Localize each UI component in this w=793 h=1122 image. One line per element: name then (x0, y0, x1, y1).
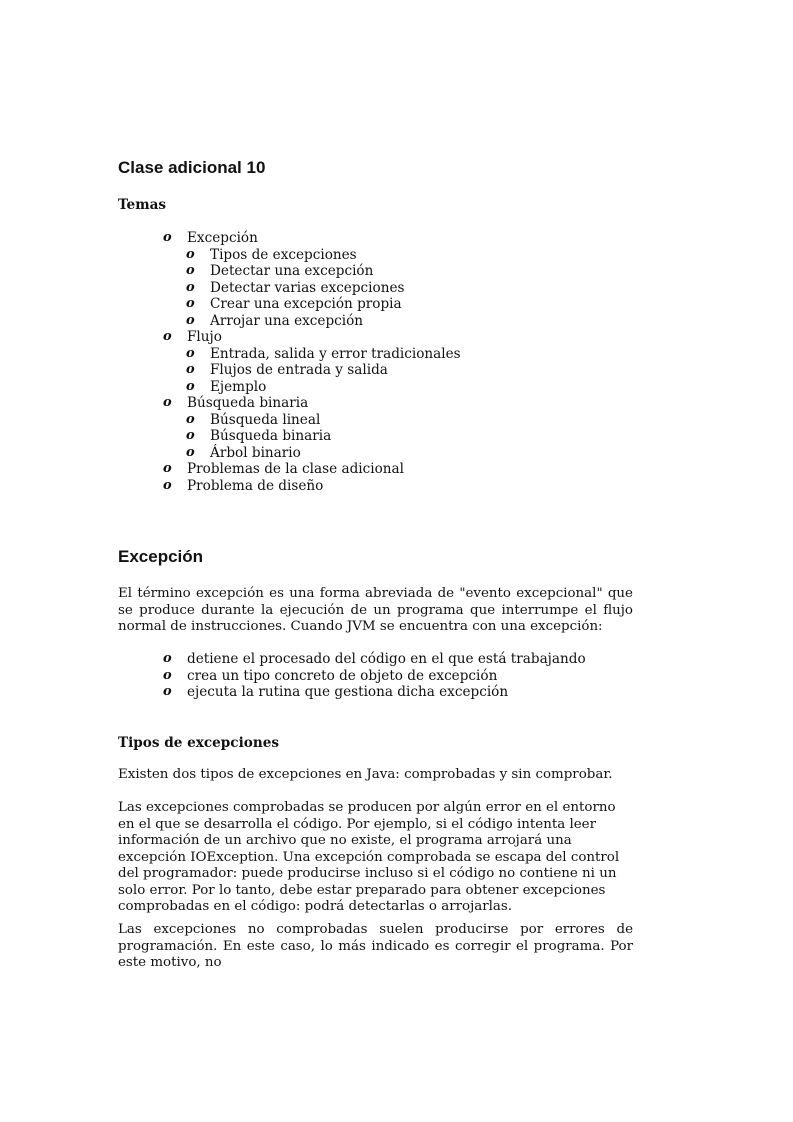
list-item: o Ejemplo (186, 378, 267, 395)
list-item: o Flujos de entrada y salida (186, 362, 388, 378)
list-item: o crea un tipo concreto de objeto de excepción (163, 667, 498, 684)
bullet-icon: o (186, 246, 195, 262)
list-item: o ejecuta la rutina que gestiona dicha excepción (163, 684, 509, 700)
list-item: o Detectar varias excepciones (186, 279, 405, 296)
list-item: o Excepción (163, 230, 258, 246)
paragraph: Las excepciones comprobadas se producen por algún error en el entorno en el que se desarrolla el código. Por ejemplo, si el código intenta leer información de un archivo que no existe, el programa arrojará una excepción IOException. Una excepción comprobada se escapa del control del programador: puede producirse incluso si el código no contiene ni un solo error. Por lo tanto, debe estar preparado para obtener excepciones comprobadas en el código: podrá detectarlas o arrojarlas. (118, 800, 620, 914)
list-item: o Árbol binario (186, 444, 301, 461)
list-item: o Crear una excepción propia (186, 296, 402, 312)
intro-paragraph: El término excepción es una forma abreviada de "evento excepcional" que se produce durante la ejecución de un programa que interrumpe el flujo normal de instrucciones. Cuando JVM se encuentra con una excepción: (118, 586, 633, 634)
list-item: o Búsqueda lineal (186, 411, 321, 428)
list-item: o detiene el procesado del código en el que está trabajando (163, 651, 586, 667)
bullet-icon: o (163, 329, 172, 344)
bullet-icon: o (163, 651, 172, 666)
bullet-icon: o (186, 428, 195, 443)
paragraph: Existen dos tipos de excepciones en Java: comprobadas y sin comprobar. (118, 767, 613, 782)
bullet-icon: o (186, 378, 195, 394)
paragraph: Las excepciones no comprobadas suelen producirse por errores de programación. En este caso, lo más indicado es corregir el programa. Por este motivo, no (118, 922, 633, 970)
list-item: o Problema de diseño (163, 477, 324, 494)
bullet-icon: o (186, 296, 195, 311)
bullet-icon: o (163, 667, 172, 683)
bullet-icon: o (163, 230, 172, 245)
page-title: Clase adicional 10 (118, 158, 266, 177)
bullet-icon: o (163, 461, 172, 476)
list-item: o Arrojar una excepción (186, 312, 364, 329)
list-item: o Entrada, salida y error tradicionales (186, 345, 461, 362)
bullet-icon: o (186, 411, 195, 427)
bullet-icon: o (163, 684, 172, 699)
bullet-icon: o (186, 279, 195, 295)
bullet-icon: o (186, 312, 195, 328)
bullet-icon: o (186, 444, 195, 460)
bullet-icon: o (186, 263, 195, 278)
list-item: o Problemas de la clase adicional (163, 461, 404, 477)
list-item: o Búsqueda binaria (163, 395, 309, 411)
bullet-icon: o (186, 362, 195, 377)
temas-heading: Temas (118, 197, 167, 213)
list-item: o Búsqueda binaria (186, 428, 332, 444)
list-item: o Detectar una excepción (186, 263, 374, 279)
bullet-icon: o (163, 395, 172, 410)
list-item: o Tipos de excepciones (186, 246, 357, 263)
topics-list (0, 230, 793, 494)
bullet-icon: o (186, 345, 195, 361)
bullet-icon: o (163, 477, 172, 493)
list-item: o Flujo (163, 329, 222, 345)
section-heading: Excepción (118, 547, 204, 566)
exception-steps-list (0, 651, 793, 701)
subsection-heading: Tipos de excepciones (118, 735, 280, 751)
